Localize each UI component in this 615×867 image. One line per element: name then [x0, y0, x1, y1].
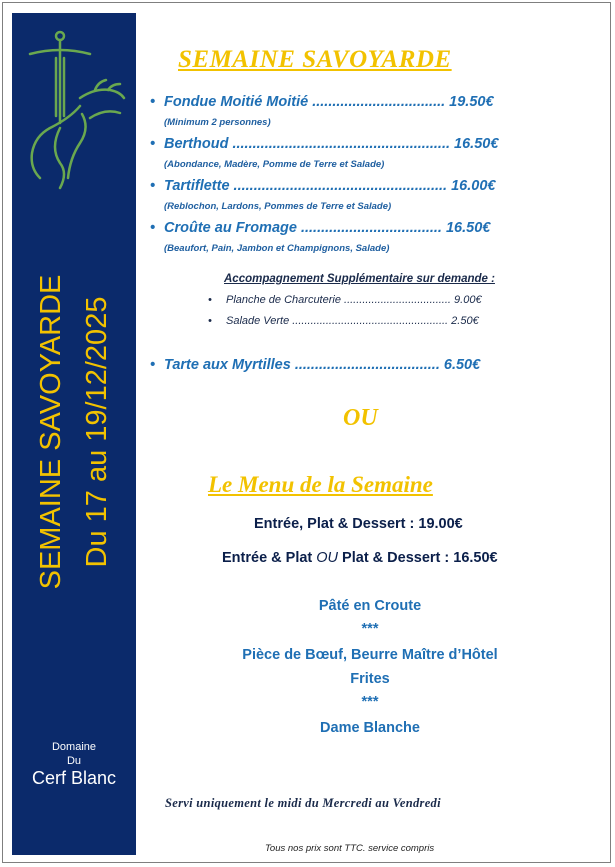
menu-item-label: Croûte au Fromage ................................... 16.50€ — [164, 220, 491, 236]
course-separator: *** — [361, 694, 379, 710]
brand-name: Cerf Blanc — [31, 768, 117, 788]
stag-sword-logo-icon — [20, 28, 130, 208]
vertical-title-line1: SEMAINE SAVOYARDE — [35, 274, 67, 590]
bullet-icon: • — [150, 220, 156, 236]
course-main: Pièce de Bœuf, Beurre Maître d’Hôtel — [242, 647, 498, 663]
course-side: Frites — [350, 671, 390, 687]
menu-item — [150, 94, 494, 110]
dessert-item — [150, 357, 480, 373]
bullet-icon: • — [208, 294, 212, 306]
menu-price-partial-or: OU — [316, 550, 339, 566]
menu-item-note: (Abondance, Madère, Pomme de Terre et Salade) — [164, 159, 385, 170]
course-starter: Pâté en Croute — [318, 598, 422, 614]
accompaniment-item — [208, 294, 482, 306]
page-title: SEMAINE SAVOYARDE — [178, 46, 452, 73]
menu-item-label: Berthoud ...................................................... 16.50€ — [164, 136, 499, 152]
menu-price-full: Entrée, Plat & Dessert : 19.00€ — [254, 516, 463, 532]
vertical-title-line2: Du 17 au 19/12/2025 — [81, 296, 113, 568]
course-separator: *** — [361, 621, 379, 637]
menu-item-note: (Reblochon, Lardons, Pommes de Terre et Salade) — [164, 201, 392, 212]
accompaniment-label: Salade Verte ................................................... 2.50€ — [226, 315, 479, 327]
service-note: Servi uniquement le midi du Mercredi au Vendredi — [165, 796, 441, 810]
bullet-icon: • — [208, 315, 212, 327]
accompaniment-title: Accompagnement Supplémentaire sur demande : — [224, 273, 495, 285]
menu-item — [150, 136, 498, 152]
accompaniment-item — [208, 315, 479, 327]
menu-item-label: Fondue Moitié Moitié ................................. 19.50€ — [164, 94, 494, 110]
bullet-icon: • — [150, 136, 156, 152]
bullet-icon: • — [150, 357, 156, 373]
price-disclaimer: Tous nos prix sont TTC. service compris — [265, 843, 435, 854]
course-dessert: Dame Blanche — [320, 720, 420, 736]
or-separator: OU — [343, 405, 378, 431]
menu-item — [150, 178, 495, 194]
bullet-icon: • — [150, 178, 156, 194]
menu-price-partial-a: Entrée & Plat — [222, 550, 317, 566]
bullet-icon: • — [150, 94, 156, 110]
menu-item-note: (Minimum 2 personnes) — [164, 117, 271, 128]
menu-price-partial — [222, 550, 498, 566]
menu-item-note: (Beaufort, Pain, Jambon et Champignons, Salade) — [164, 243, 390, 254]
vertical-title — [28, 242, 120, 622]
menu-price-partial-b: Plat & Dessert : 16.50€ — [338, 550, 498, 566]
dessert-label: Tarte aux Myrtilles .................................... 6.50€ — [164, 357, 481, 373]
menu-title: Le Menu de la Semaine — [208, 472, 433, 497]
accompaniment-label: Planche de Charcuterie ................................... 9.00€ — [226, 294, 482, 306]
brand-line1: Domaine — [51, 741, 97, 753]
brand-line2: Du — [66, 755, 82, 767]
menu-item-label: Tartiflette ..................................................... 16.00€ — [164, 178, 496, 194]
menu-item — [150, 220, 490, 236]
